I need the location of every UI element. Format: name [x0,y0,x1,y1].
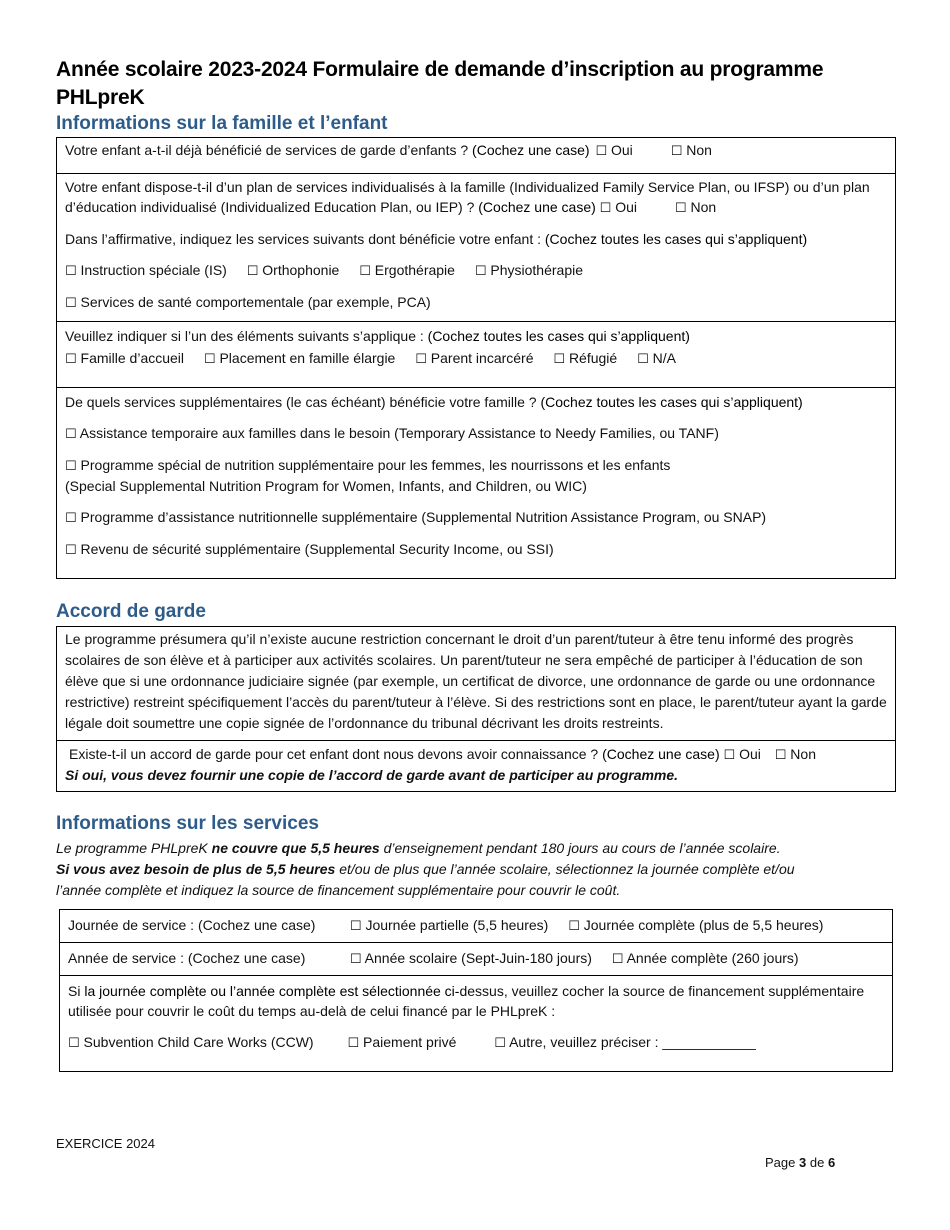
incarcerated-parent-checkbox[interactable]: ☐ Parent incarcéré [415,350,534,366]
service-behavioral-checkbox[interactable]: ☐ Services de santé comportementale (par exemple, PCA) [65,294,431,310]
service-day-row [60,910,892,942]
document-title: Année scolaire 2023-2024 Formulaire de demande d’inscription au programme PHLpreK [56,58,824,109]
situation-question-row [57,321,895,387]
family-info-table [56,137,896,579]
full-year-checkbox[interactable]: ☐ Année complète (260 jours) [611,950,799,966]
checkbox-icon: ☐ [553,351,566,366]
services-section-heading: Informations sur les services [56,813,319,834]
iep-no-checkbox[interactable]: ☐ Non [674,199,717,215]
checkbox-icon: ☐ [65,263,77,278]
checkbox-icon: ☐ [474,263,487,278]
wic-checkbox[interactable]: ☐ Programme spécial de nutrition supplémentaire pour les femmes, les nourrissons et les enfants (Special Supplemental Nutrition Program for Women, Infants, and Children, ou WIC) [65,457,671,494]
custody-question-row [57,740,895,791]
checkbox-icon: ☐ [611,951,624,966]
funding-question: Si la journée complète ou l’année complète est sélectionnée ci-dessus, veuillez cocher la source de financement supplémentaire utilisée pour couvrir le coût du temps au-delà de celui financé par le PHLpreK : [68,983,865,1019]
checkbox-icon: ☐ [415,351,427,366]
situation-question: Veuillez indiquer si l’un des éléments suivants s’applique : [65,328,424,344]
checkbox-icon: ☐ [349,918,362,933]
benefits-question-row [57,387,895,578]
checkbox-icon: ☐ [347,1035,360,1050]
checkbox-icon: ☐ [359,263,371,278]
checkbox-icon: ☐ [349,951,362,966]
tanf-checkbox[interactable]: ☐ Assistance temporaire aux familles dans le besoin (Temporary Assistance to Needy Families, ou TANF) [65,425,719,441]
custody-table [56,626,896,792]
childcare-question-row [57,138,895,173]
services-intro [56,838,896,901]
services-intro-line-2: Si vous avez besoin de plus de 5,5 heures et/ou de plus que l’année scolaire, sélectionnez la journée complète et/ou [56,861,795,877]
service-ot-checkbox[interactable]: ☐ Ergothérapie [359,262,455,278]
private-pay-checkbox[interactable]: ☐ Paiement privé [347,1034,457,1050]
checkbox-icon: ☐ [65,426,77,441]
iep-followup: Dans l’affirmative, indiquez les services suivants dont bénéficie votre enfant : (Cochez toutes les cases qui s’appliquent) [65,231,808,247]
checkbox-icon: ☐ [595,143,608,158]
service-year-row [60,942,892,975]
checkbox-icon: ☐ [494,1035,506,1050]
ccw-checkbox[interactable]: ☐ Subvention Child Care Works (CCW) [68,1034,314,1050]
childcare-no-checkbox[interactable]: ☐ Non [670,142,712,158]
checkbox-icon: ☐ [68,1035,80,1050]
checkbox-icon: ☐ [65,295,77,310]
foster-care-checkbox[interactable]: ☐ Famille d’accueil [65,350,185,366]
checkbox-icon: ☐ [674,200,687,215]
custody-section-heading: Accord de garde [56,601,206,622]
checkbox-icon: ☐ [568,918,580,933]
service-day-label: Journée de service : (Cochez une case) [68,917,316,933]
iep-instruction: (Cochez une case) [478,199,596,215]
funding-options [68,1032,884,1053]
checkbox-icon: ☐ [246,263,259,278]
checkbox-icon: ☐ [774,747,787,762]
custody-no-checkbox[interactable]: ☐ Non [774,746,816,762]
checkbox-icon: ☐ [670,143,683,158]
iep-services-list [65,260,887,281]
service-behavioral-row [65,292,887,313]
custody-notice: Le programme présumera qu’il n’existe aucune restriction concernant le droit d’un parent/tuteur à être tenu informé des progrès scolaires de son élève et à participer aux activités scolaires. Un parent/tuteur ne sera empêché de participer à l’éducation de son élève que si une ordonnance judiciaire signée (par exemple, un certificat de divorce, une ordonnance de garde ou une ordonnance restrictive) restreint spécifiquement l’accès du parent/tuteur à l’élève. Si des restrictions sont en place, le parent/tuteur ayant la garde légale doit soumettre une copie signée de l’ordonnance du tribunal décrivant les droits restreints. [65,631,887,731]
childcare-question: Votre enfant a-t-il déjà bénéficié de services de garde d’enfants ? [65,142,469,158]
ssi-checkbox[interactable]: ☐ Revenu de sécurité supplémentaire (Supplemental Security Income, ou SSI) [65,541,554,557]
school-year-checkbox[interactable]: ☐ Année scolaire (Sept-Juin-180 jours) [349,950,592,966]
childcare-instruction: (Cochez une case) [472,142,590,158]
other-funding-checkbox[interactable]: ☐ Autre, veuillez préciser : ____________ [494,1034,756,1050]
benefits-question: De quels services supplémentaires (le cas échéant) bénéficie votre famille ? [65,394,537,410]
checkbox-icon: ☐ [65,510,77,525]
checkbox-icon: ☐ [723,747,736,762]
iep-yes-checkbox[interactable]: ☐ Oui [599,199,638,215]
footer-fiscal-year: EXERCICE 2024 [56,1136,155,1151]
checkbox-icon: ☐ [65,542,77,557]
iep-question: Votre enfant dispose-t-il d’un plan de services individualisés à la famille (Individualized Family Service Plan, ou IFSP) ou d’un plan d’éducation individualisé (Individualized Education Plan, ou IEP) ? [65,179,870,215]
na-checkbox[interactable]: ☐ N/A [637,350,676,366]
service-year-label: Année de service : (Cochez une case) [68,950,306,966]
service-is-checkbox[interactable]: ☐ Instruction spéciale (IS) [65,262,227,278]
checkbox-icon: ☐ [599,200,612,215]
situation-instruction: (Cochez toutes les cases qui s’appliquent) [427,328,690,344]
checkbox-icon: ☐ [637,351,649,366]
refugee-checkbox[interactable]: ☐ Réfugié [553,350,618,366]
page-number: Page 3 de 6 [765,1155,836,1170]
childcare-yes-checkbox[interactable]: ☐ Oui [595,142,633,158]
service-speech-checkbox[interactable]: ☐ Orthophonie [246,262,340,278]
situation-options [65,348,887,369]
custody-yes-checkbox[interactable]: ☐ Oui [723,746,761,762]
iep-question-row [57,173,895,321]
snap-checkbox[interactable]: ☐ Programme d’assistance nutritionnelle supplémentaire (Supplemental Nutrition Assistance Program, ou SNAP) [65,509,767,525]
checkbox-icon: ☐ [65,458,77,473]
custody-question: Existe-t-il un accord de garde pour cet enfant dont nous devons avoir connaissance ? [69,746,599,762]
benefits-instruction: (Cochez toutes les cases qui s’appliquent) [540,394,803,410]
services-intro-line-1: Le programme PHLpreK ne couvre que 5,5 heures d’enseignement pendant 180 jours au cours de l’année scolaire. [56,840,781,856]
iep-followup-instruction: (Cochez toutes les cases qui s’appliquent) [544,231,808,247]
custody-instruction: (Cochez une case) [602,746,720,762]
funding-row [60,975,892,1071]
form-page [56,56,896,1072]
checkbox-icon: ☐ [65,351,77,366]
service-pt-checkbox[interactable]: ☐ Physiothérapie [474,262,584,278]
checkbox-icon: ☐ [203,351,216,366]
kinship-care-checkbox[interactable]: ☐ Placement en famille élargie [203,350,396,366]
services-intro-line-3: l’année complète et indiquez la source de financement supplémentaire pour couvrir le coût. [56,882,621,898]
custody-notice-row [57,627,895,740]
partial-day-checkbox[interactable]: ☐ Journée partielle (5,5 heures) [349,917,549,933]
custody-note: Si oui, vous devez fournir une copie de l’accord de garde avant de participer au programme. [65,767,679,783]
family-section-heading: Informations sur la famille et l’enfant [56,113,388,134]
services-table [59,909,893,1072]
full-day-checkbox[interactable]: ☐ Journée complète (plus de 5,5 heures) [568,917,824,933]
